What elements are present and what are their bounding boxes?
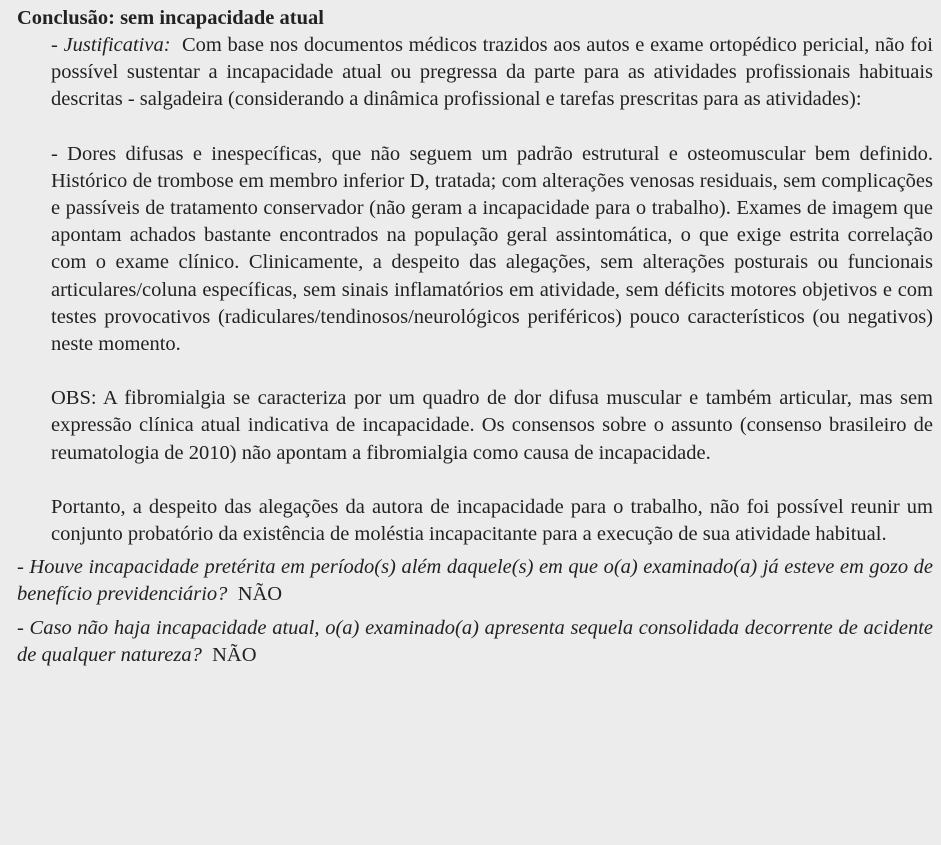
question-text: - Houve incapacidade pretérita em período(s) além daquele(s) em que o(a) examinado(a) já esteve em gozo de benefício previdenciário? — [17, 556, 933, 606]
question-text: - Caso não haja incapacidade atual, o(a) examinado(a) apresenta sequela consolidada decorrente de acidente de qualquer natureza? — [17, 616, 933, 666]
conclusion-heading: Conclusão: sem incapacidade atual — [17, 7, 324, 29]
findings-paragraph: - Dores difusas e inespecíficas, que não seguem um padrão estrutural e osteomuscular bem definido. Histórico de trombose em membro inferior D, tratada; com alterações venosas residuais, sem complicações e passíveis de tratamento conservador (não geram a incapacidade para o trabalho). Exames de imagem que apontam achados bastante encontrados na população geral assintomática, o que exige estrita correlação com o exame clínico. Clinicamente, a despeito das alegações, sem alterações posturais ou funcionais articulares/coluna específicas, sem sinais inflamatórios em atividade, sem déficits motores objetivos e com testes provocativos (radiculares/tendinosos/neurológicos periféricos) pouco característicos (ou negativos) neste momento. — [51, 142, 933, 356]
question-answer: NÃO — [237, 583, 283, 606]
justification-label: - Justificativa: — [51, 34, 171, 56]
justification-paragraph — [51, 32, 933, 114]
summary-paragraph: Portanto, a despeito das alegações da autora de incapacidade para o trabalho, não foi possível reunir um conjunto probatório da existência de moléstia incapacitante para a execução de sua atividade habitual. — [51, 495, 933, 546]
question-answer: NÃO — [212, 643, 257, 666]
paragraph-spacer — [51, 358, 933, 385]
paragraph-spacer — [51, 114, 933, 141]
conclusion-body — [51, 32, 933, 548]
question-item — [17, 615, 933, 669]
paragraph-spacer — [51, 467, 933, 494]
justification-text: Com base nos documentos médicos trazidos aos autos e exame ortopédico pericial, não foi possível sustentar a incapacidade atual ou pregressa da parte para as atividades profissionais habituais descritas - salgadeira (considerando a dinâmica profissional e tarefas prescritas para as atividades): — [51, 34, 933, 111]
question-item — [17, 554, 933, 608]
obs-paragraph: OBS: A fibromialgia se caracteriza por um quadro de dor difusa muscular e também articular, mas sem expressão clínica atual indicativa de incapacidade. Os consensos sobre o assunto (consenso brasileiro de reumatologia de 2010) não apontam a fibromialgia como causa de incapacidade. — [51, 387, 933, 464]
